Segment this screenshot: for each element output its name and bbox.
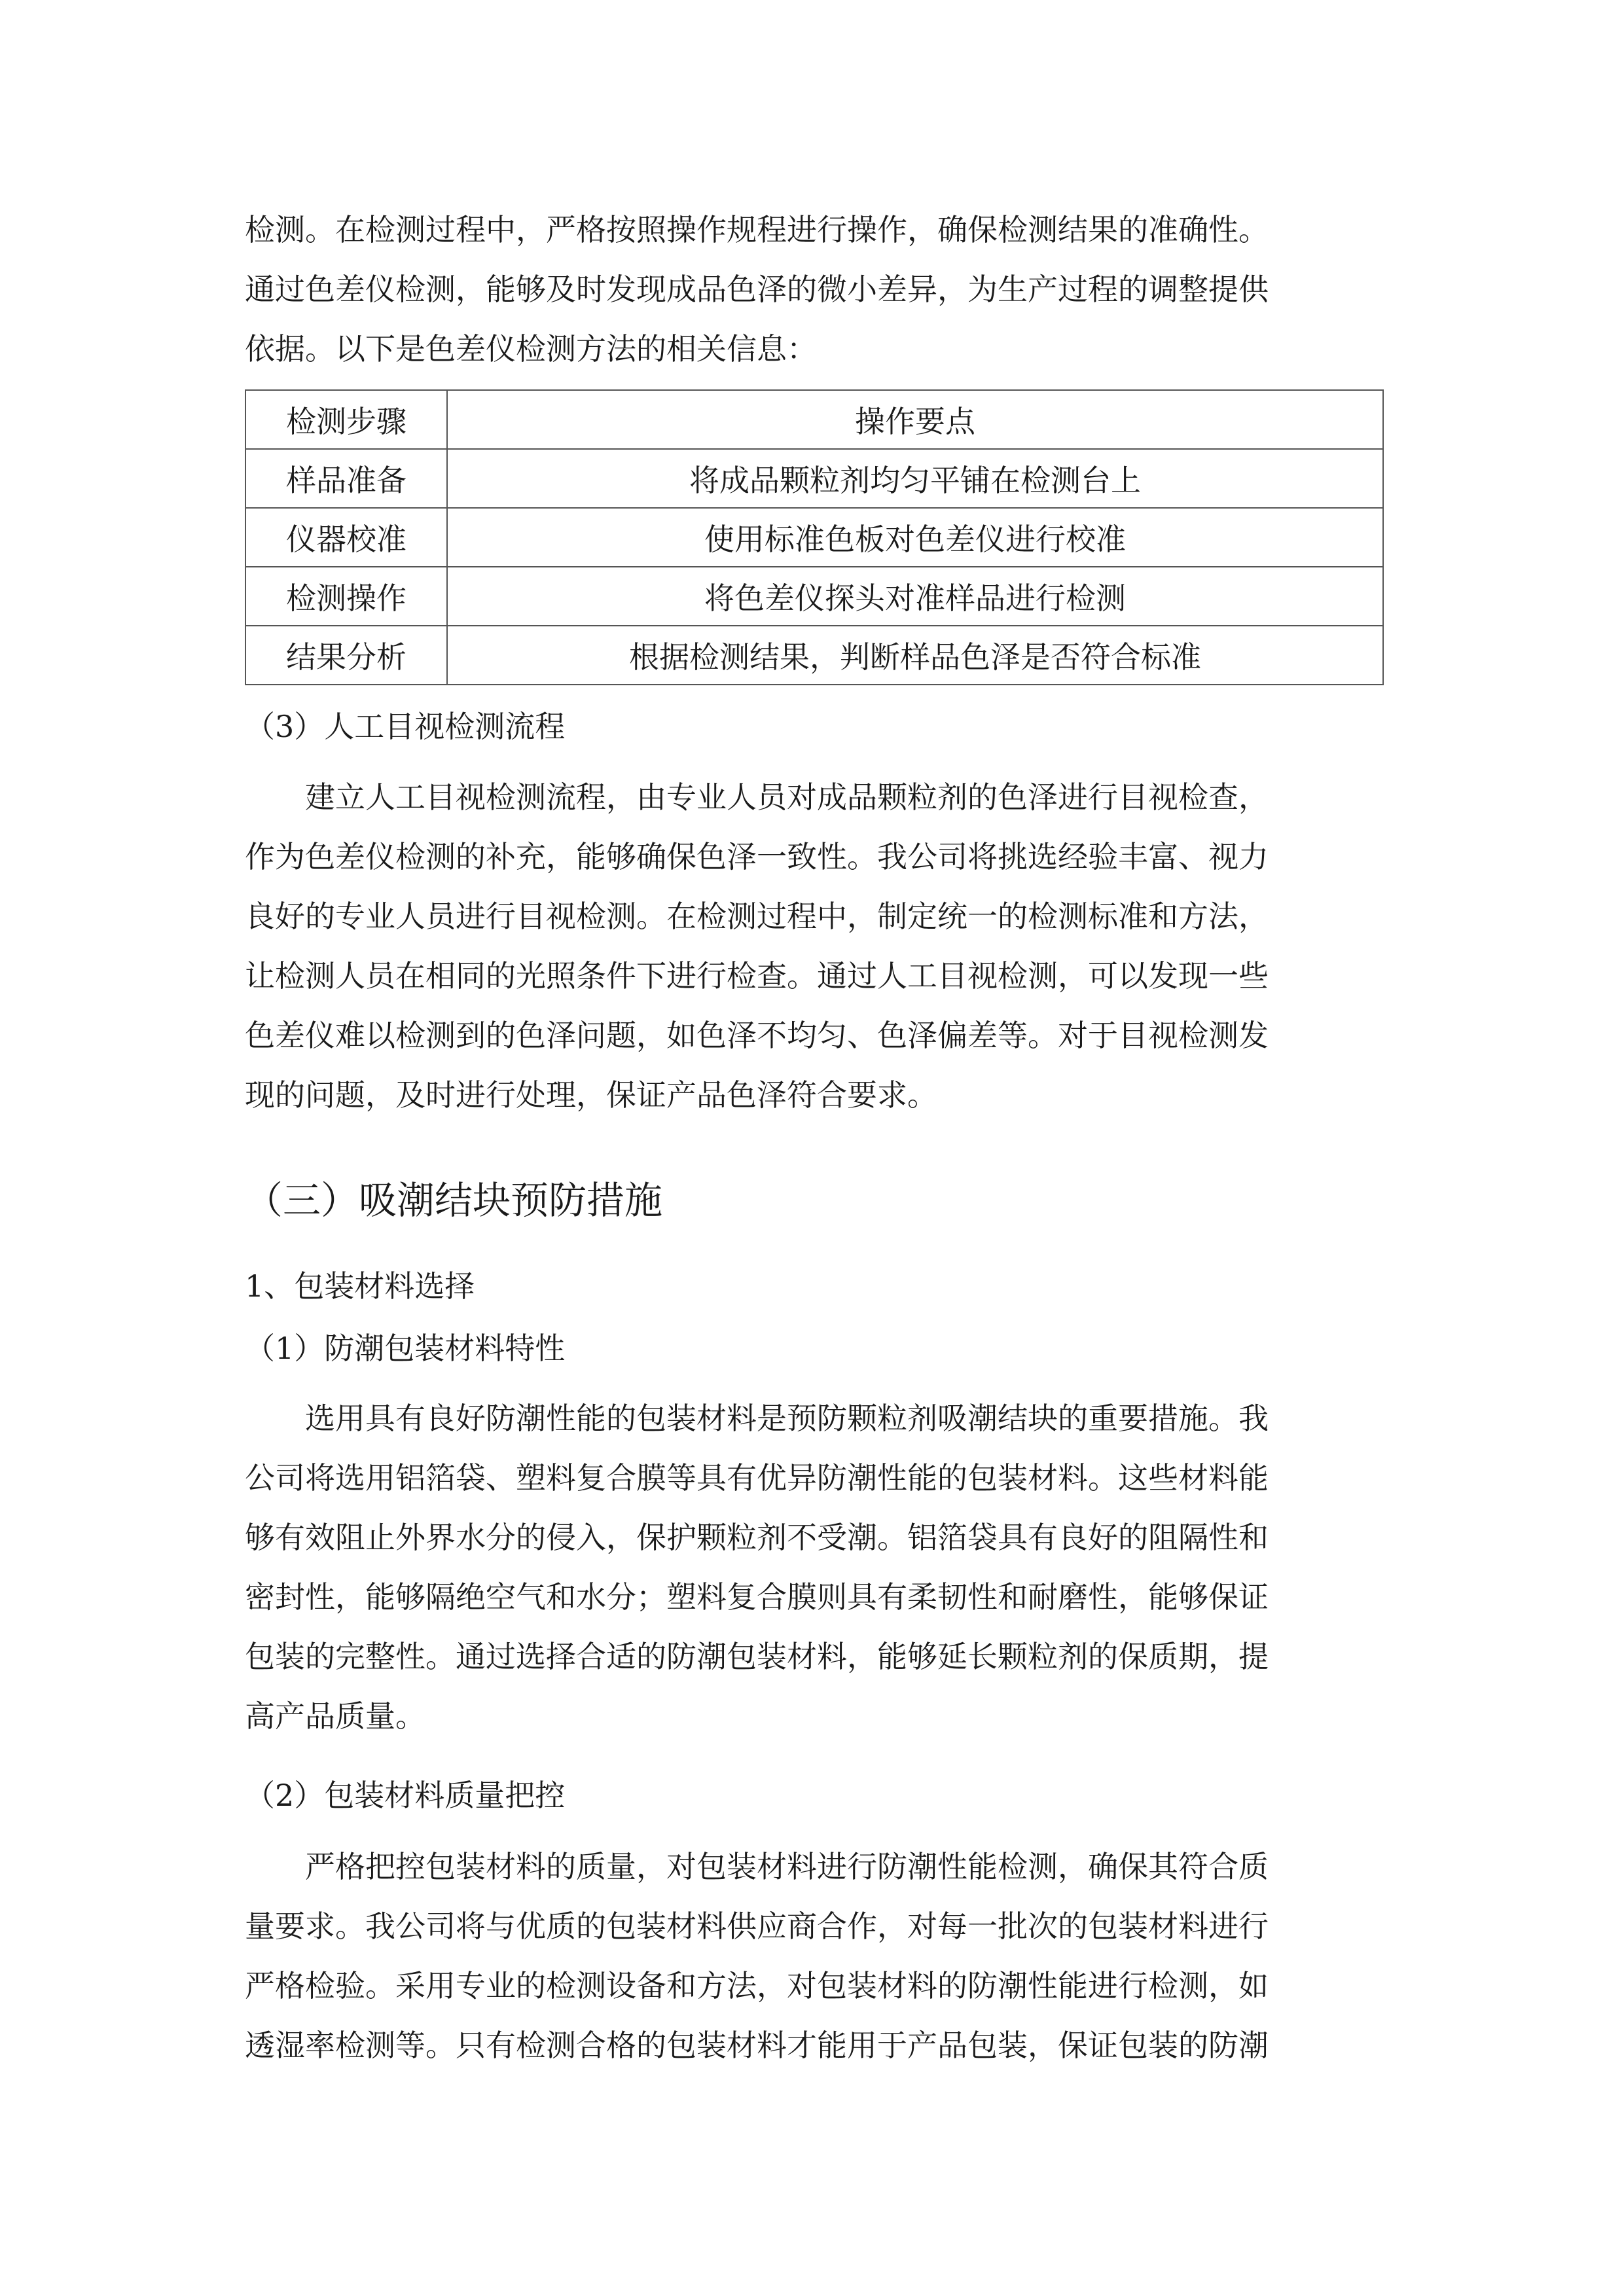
table-cell-points: 根据检测结果，判断样品色泽是否符合标准: [447, 626, 1383, 685]
paragraph-line: 现的问题，及时进行处理，保证产品色泽符合要求。: [245, 1077, 937, 1113]
paragraph-line: 严格把控包装材料的质量，对包装材料进行防潮性能检测，确保其符合质: [305, 1849, 1269, 1884]
paragraph-line: 严格检验。采用专业的检测设备和方法，对包装材料的防潮性能进行检测，如: [245, 1968, 1269, 2003]
paragraph-line: 让检测人员在相同的光照条件下进行检查。通过人工目视检测，可以发现一些: [245, 958, 1269, 994]
paragraph-line: 高产品质量。: [245, 1698, 425, 1734]
colorimeter-method-table: [245, 389, 1384, 685]
table-cell-step: 仪器校准: [245, 508, 447, 567]
table-row: [245, 626, 1383, 685]
subsection-heading-1: （1）防潮包装材料特性: [245, 1331, 566, 1366]
paragraph-line: 检测。在检测过程中，严格按照操作规程进行操作，确保检测结果的准确性。: [245, 212, 1269, 247]
visual-inspection-paragraph: [245, 768, 1384, 1125]
table-cell-step: 结果分析: [245, 626, 447, 685]
table-cell-step: 检测操作: [245, 567, 447, 626]
table-cell-points: 将色差仪探头对准样品进行检测: [447, 567, 1383, 626]
table-header-step: 检测步骤: [245, 390, 447, 449]
table-row: [245, 508, 1383, 567]
table-cell-points: 使用标准色板对色差仪进行校准: [447, 508, 1383, 567]
subsection-heading-2: （2）包装材料质量把控: [245, 1778, 566, 1813]
paragraph-line: 够有效阻止外界水分的侵入，保护颗粒剂不受潮。铝箔袋具有良好的阻隔性和: [245, 1520, 1269, 1555]
paragraph-line: 公司将选用铝箔袋、塑料复合膜等具有优异防潮性能的包装材料。这些材料能: [245, 1460, 1269, 1496]
subsection-heading-3: （3）人工目视检测流程: [245, 709, 566, 744]
paragraph-line: 依据。以下是色差仪检测方法的相关信息：: [245, 331, 817, 367]
packaging-quality-paragraph: [245, 1837, 1384, 2075]
paragraph-line: 作为色差仪检测的补充，能够确保色泽一致性。我公司将挑选经验丰富、视力: [245, 839, 1269, 874]
table-cell-step: 样品准备: [245, 449, 447, 508]
table-cell-points: 将成品颗粒剂均匀平铺在检测台上: [447, 449, 1383, 508]
moisture-packaging-paragraph: [245, 1389, 1384, 1746]
paragraph-line: 包装的完整性。通过选择合适的防潮包装材料，能够延长颗粒剂的保质期，提: [245, 1639, 1269, 1674]
paragraph-line: 选用具有良好防潮性能的包装材料是预防颗粒剂吸潮结块的重要措施。我: [305, 1401, 1269, 1436]
paragraph-line: 量要求。我公司将与优质的包装材料供应商合作，对每一批次的包装材料进行: [245, 1909, 1269, 1944]
intro-paragraph: [245, 200, 1384, 379]
item-heading: 1、包装材料选择: [245, 1268, 475, 1304]
table-row: [245, 567, 1383, 626]
paragraph-line: 通过色差仪检测，能够及时发现成品色泽的微小差异，为生产过程的调整提供: [245, 272, 1269, 307]
paragraph-line: 密封性，能够隔绝空气和水分；塑料复合膜则具有柔韧性和耐磨性，能够保证: [245, 1579, 1269, 1615]
section-heading: （三）吸潮结块预防措施: [245, 1178, 663, 1223]
paragraph-line: 良好的专业人员进行目视检测。在检测过程中，制定统一的检测标准和方法，: [245, 899, 1269, 934]
table-header-row: [245, 390, 1383, 449]
paragraph-line: 透湿率检测等。只有检测合格的包装材料才能用于产品包装，保证包装的防潮: [245, 2028, 1269, 2063]
table-header-points: 操作要点: [447, 390, 1383, 449]
paragraph-line: 建立人工目视检测流程，由专业人员对成品颗粒剂的色泽进行目视检查，: [305, 780, 1269, 815]
paragraph-line: 色差仪难以检测到的色泽问题，如色泽不均匀、色泽偏差等。对于目视检测发: [245, 1018, 1269, 1053]
table-row: [245, 449, 1383, 508]
